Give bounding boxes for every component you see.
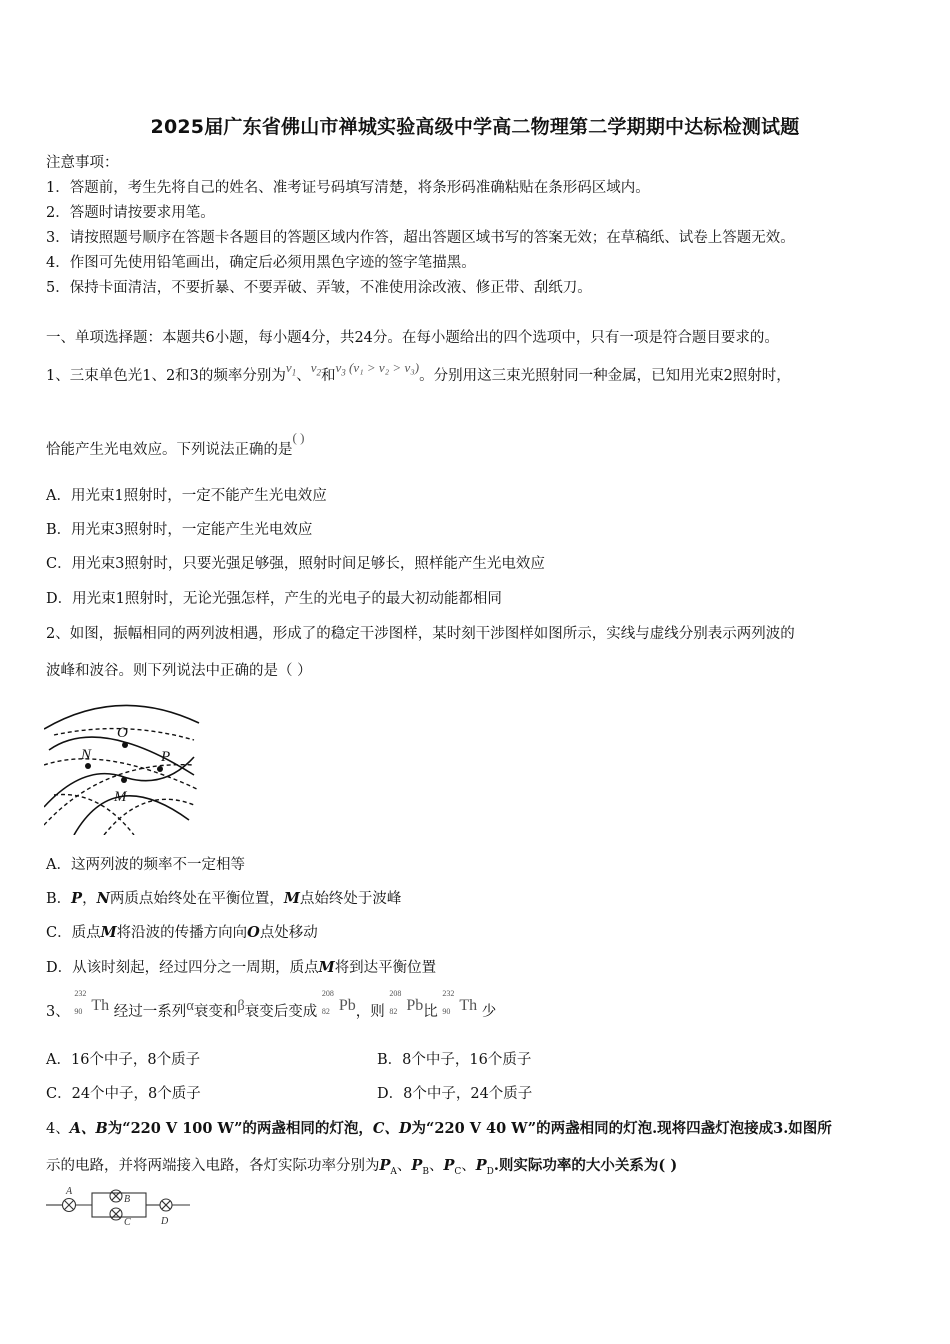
thorium-nuclide: 232 90 Th bbox=[74, 989, 110, 1016]
q1-v1: $v_1$ bbox=[285, 360, 297, 378]
q1-v3: $v_3$ (v₁ > v₂ > v₃) bbox=[335, 360, 420, 378]
q1-stem: 1、三束单色光1、2和3的频率分别为$v_1$、$v_2$和$v_3$ (v₁ > v₂ > v₃)。分别用这三束光照射同一种金属，已知用光束2照射时， bbox=[46, 360, 791, 384]
q3-option-d: D．8个中子，24个质子 bbox=[377, 1086, 533, 1102]
point-o bbox=[122, 742, 128, 748]
notice-item: 3．请按照题号顺序在答题卡各题目的答题区域内作答，超出答题区域书写的答案无效；在草稿纸、试卷上答题无效。 bbox=[46, 230, 795, 246]
q1-option-d: D．用光束1照射时，无论光强怎样，产生的光电子的最大初动能都相同 bbox=[46, 591, 502, 607]
notice-item: 4．作图可先使用铅笔画出，确定后必须用黑色字迹的签字笔描黑。 bbox=[46, 255, 476, 271]
circuit-figure bbox=[44, 1184, 194, 1228]
q2-option-c: C．质点M将沿波的传播方向向O点处移动 bbox=[46, 924, 318, 941]
q2-option-d: D．从该时刻起，经过四分之一周期，质点M将到达平衡位置 bbox=[46, 959, 437, 976]
q1-stem-a: 1、三束单色光1、2和3的频率分别为 bbox=[46, 368, 286, 384]
q1-option-c: C．用光束3照射时，只要光强足够强，照射时间足够长，照样能产生光电效应 bbox=[46, 556, 545, 572]
q2-stem-a: 2、如图，振幅相同的两列波相遇，形成了的稳定干涉图样，某时刻干涉图样如图所示，实线与虚线分别表示两列波的 bbox=[46, 626, 795, 642]
lamp-b-label: B bbox=[124, 1194, 131, 1205]
q2-stem-b: 波峰和波谷。则下列说法中正确的是（ ） bbox=[46, 663, 312, 679]
notice-item: 2．答题时请按要求用笔。 bbox=[46, 205, 215, 221]
notice-heading: 注意事项： bbox=[46, 155, 119, 171]
q3-option-c: C．24个中子，8个质子 bbox=[46, 1086, 201, 1102]
lamp-a-label: A bbox=[66, 1186, 73, 1197]
point-m bbox=[121, 777, 127, 783]
page-title: 2025届广东省佛山市禅城实验高级中学高二物理第二学期期中达标检测试题 bbox=[150, 116, 800, 138]
lamp-d-label: D bbox=[161, 1216, 169, 1227]
lamp-c-label: C bbox=[124, 1217, 131, 1228]
notice-item: 1．答题前，考生先将自己的姓名、准考证号码填写清楚，将条形码准确粘贴在条形码区域内。 bbox=[46, 180, 650, 196]
lead-nuclide: 208 82 Pb bbox=[321, 989, 356, 1016]
q1-option-b: B．用光束3照射时，一定能产生光电效应 bbox=[46, 522, 313, 538]
lead-nuclide: 208 82 Pb bbox=[389, 989, 424, 1016]
notice-item: 5．保持卡面清洁，不要折暴、不要弄破、弄皱，不准使用涂改液、修正带、刮纸刀。 bbox=[46, 280, 592, 296]
q3-stem: 3、 232 90 Th 经过一系列α衰变和β衰变后变成 208 82 Pb，则 208 82 Pb比 232 90 Th 少 bbox=[46, 989, 497, 1020]
q1-option-a: A．用光束1照射时，一定不能产生光电效应 bbox=[46, 488, 327, 504]
label-o: O bbox=[117, 725, 128, 741]
q1-v2: $v_2$ bbox=[310, 360, 321, 378]
q3-option-b: B．8个中子，16个质子 bbox=[377, 1052, 532, 1068]
label-m: M bbox=[114, 789, 127, 805]
label-p: P bbox=[161, 749, 171, 765]
q2-option-a: A．这两列波的频率不一定相等 bbox=[46, 857, 245, 873]
label-n: N bbox=[81, 747, 92, 763]
q4-stem-a: 4、A、B为“220 V 100 W”的两盏相同的灯泡，C、D为“220 V 40 W”的两盏相同的灯泡.现将四盏灯泡接成3.如图所 bbox=[46, 1120, 832, 1137]
point-n bbox=[85, 763, 91, 769]
q3-option-a: A．16个中子，8个质子 bbox=[46, 1052, 201, 1068]
interference-figure bbox=[44, 695, 200, 835]
q4-stem-b: 示的电路，并将两端接入电路，各灯实际功率分别为$P_A$、$P_B$、$P_C$、$P_D$.则实际功率的大小关系为( ) bbox=[46, 1157, 678, 1177]
point-p bbox=[157, 766, 163, 772]
section-heading: 一、单项选择题：本题共6小题，每小题4分，共24分。在每小题给出的四个选项中，只有一项是符合题目要求的。 bbox=[46, 330, 779, 346]
thorium-nuclide: 232 90 Th bbox=[442, 989, 478, 1016]
q1-paren: ( ) bbox=[292, 430, 305, 445]
q1-stem-b: 。分别用这三束光照射同一种金属，已知用光束2照射时， bbox=[419, 368, 791, 384]
q2-option-b: B．P，N两质点始终处在平衡位置，M点始终处于波峰 bbox=[46, 890, 402, 907]
q1-stem-c: 恰能产生光电效应。下列说法正确的是( ) bbox=[46, 430, 305, 458]
